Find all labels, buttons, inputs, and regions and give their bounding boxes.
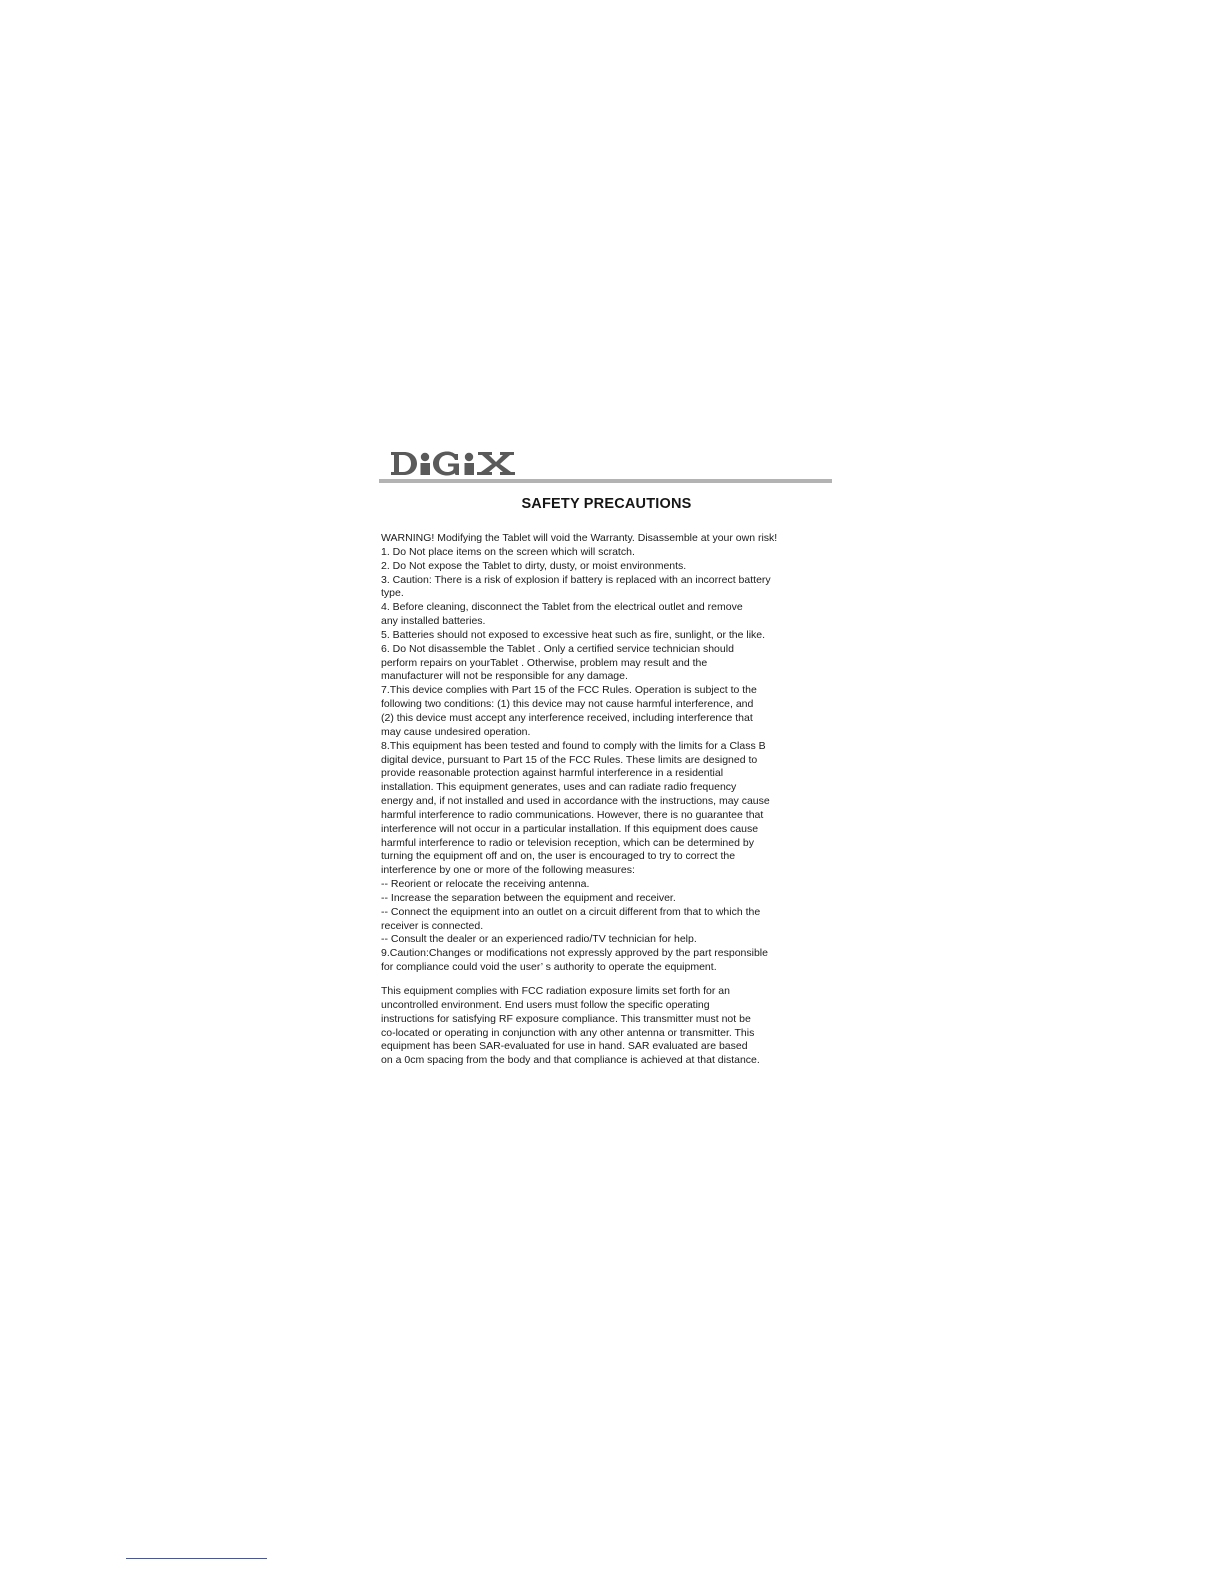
text-line: 8.This equipment has been tested and found to comply with the limits for a Class B <box>381 739 766 752</box>
text-line: -- Connect the equipment into an outlet on a circuit different from that to which the <box>381 905 761 918</box>
text-line: 2. Do Not expose the Tablet to dirty, dusty, or moist environments. <box>381 559 687 572</box>
warning-line: WARNING! Modifying the Tablet will void the Warranty. Disassemble at your own risk! <box>381 532 778 544</box>
text-line: -- Increase the separation between the equipment and receiver. <box>381 891 676 904</box>
rf-text-line: instructions for satisfying RF exposure compliance. This transmitter must not be <box>381 1012 751 1025</box>
text-line: any installed batteries. <box>381 615 486 628</box>
text-line: following two conditions: (1) this device may not cause harmful interference, and <box>381 698 754 711</box>
text-line: type. <box>381 587 404 600</box>
text-line: harmful interference to radio communications. However, there is no guarantee that <box>381 808 764 821</box>
text-line: 9.Caution:Changes or modifications not expressly approved by the part responsible <box>381 947 768 960</box>
header-divider <box>379 479 832 483</box>
text-line: manufacturer will not be responsible for any damage. <box>381 670 628 683</box>
text-line: harmful interference to radio or television reception, which can be determined by <box>381 836 754 849</box>
rf-text-line: co-located or operating in conjunction with any other antenna or transmitter. This <box>381 1026 755 1039</box>
rf-text-line: on a 0cm spacing from the body and that compliance is achieved at that distance. <box>381 1054 760 1067</box>
rf-text-line: uncontrolled environment. End users must follow the specific operating <box>381 998 710 1011</box>
text-line: for compliance could void the user’ s authority to operate the equipment. <box>381 961 717 974</box>
text-line: (2) this device must accept any interference received, including interference that <box>381 711 753 724</box>
text-line: receiver is connected. <box>381 919 484 932</box>
text-line: digital device, pursuant to Part 15 of the FCC Rules. These limits are designed to <box>381 753 758 766</box>
paragraph-gap <box>381 975 851 985</box>
text-line: 1. Do Not place items on the screen which will scratch. <box>381 545 635 558</box>
text-line: may cause undesired operation. <box>381 725 531 738</box>
text-line: -- Reorient or relocate the receiving antenna. <box>381 878 590 891</box>
text-line: 6. Do Not disassemble the Tablet . Only a certified service technician should <box>381 642 734 655</box>
text-line: 4. Before cleaning, disconnect the Tablet from the electrical outlet and remove <box>381 601 743 614</box>
text-line: turning the equipment off and on, the user is encouraged to try to correct the <box>381 850 736 863</box>
digix-logo <box>390 449 530 477</box>
text-line: perform repairs on yourTablet . Otherwise, problem may result and the <box>381 656 708 669</box>
footer-link-underline <box>126 1558 267 1559</box>
text-line: installation. This equipment generates, uses and can radiate radio frequency <box>381 781 737 794</box>
rf-text-line: This equipment complies with FCC radiation exposure limits set forth for an <box>381 985 730 997</box>
text-line: energy and, if not installed and used in accordance with the instructions, may cause <box>381 795 770 808</box>
rf-text-line: equipment has been SAR-evaluated for use in hand. SAR evaluated are based <box>381 1040 748 1053</box>
text-line: interference will not occur in a particular installation. If this equipment does cause <box>381 822 759 835</box>
text-line: 7.This device complies with Part 15 of the FCC Rules. Operation is subject to the <box>381 684 757 697</box>
text-line: 3. Caution: There is a risk of explosion if battery is replaced with an incorrect battery <box>381 573 771 586</box>
page-title: SAFETY PRECAUTIONS <box>521 496 692 512</box>
text-line: 5. Batteries should not exposed to excessive heat such as fire, sunlight, or the like. <box>381 628 766 641</box>
safety-text-block <box>381 532 851 1068</box>
text-line: interference by one or more of the following measures: <box>381 864 635 877</box>
text-line: -- Consult the dealer or an experienced radio/TV technician for help. <box>381 933 697 946</box>
text-line: provide reasonable protection against harmful interference in a residential <box>381 767 724 780</box>
